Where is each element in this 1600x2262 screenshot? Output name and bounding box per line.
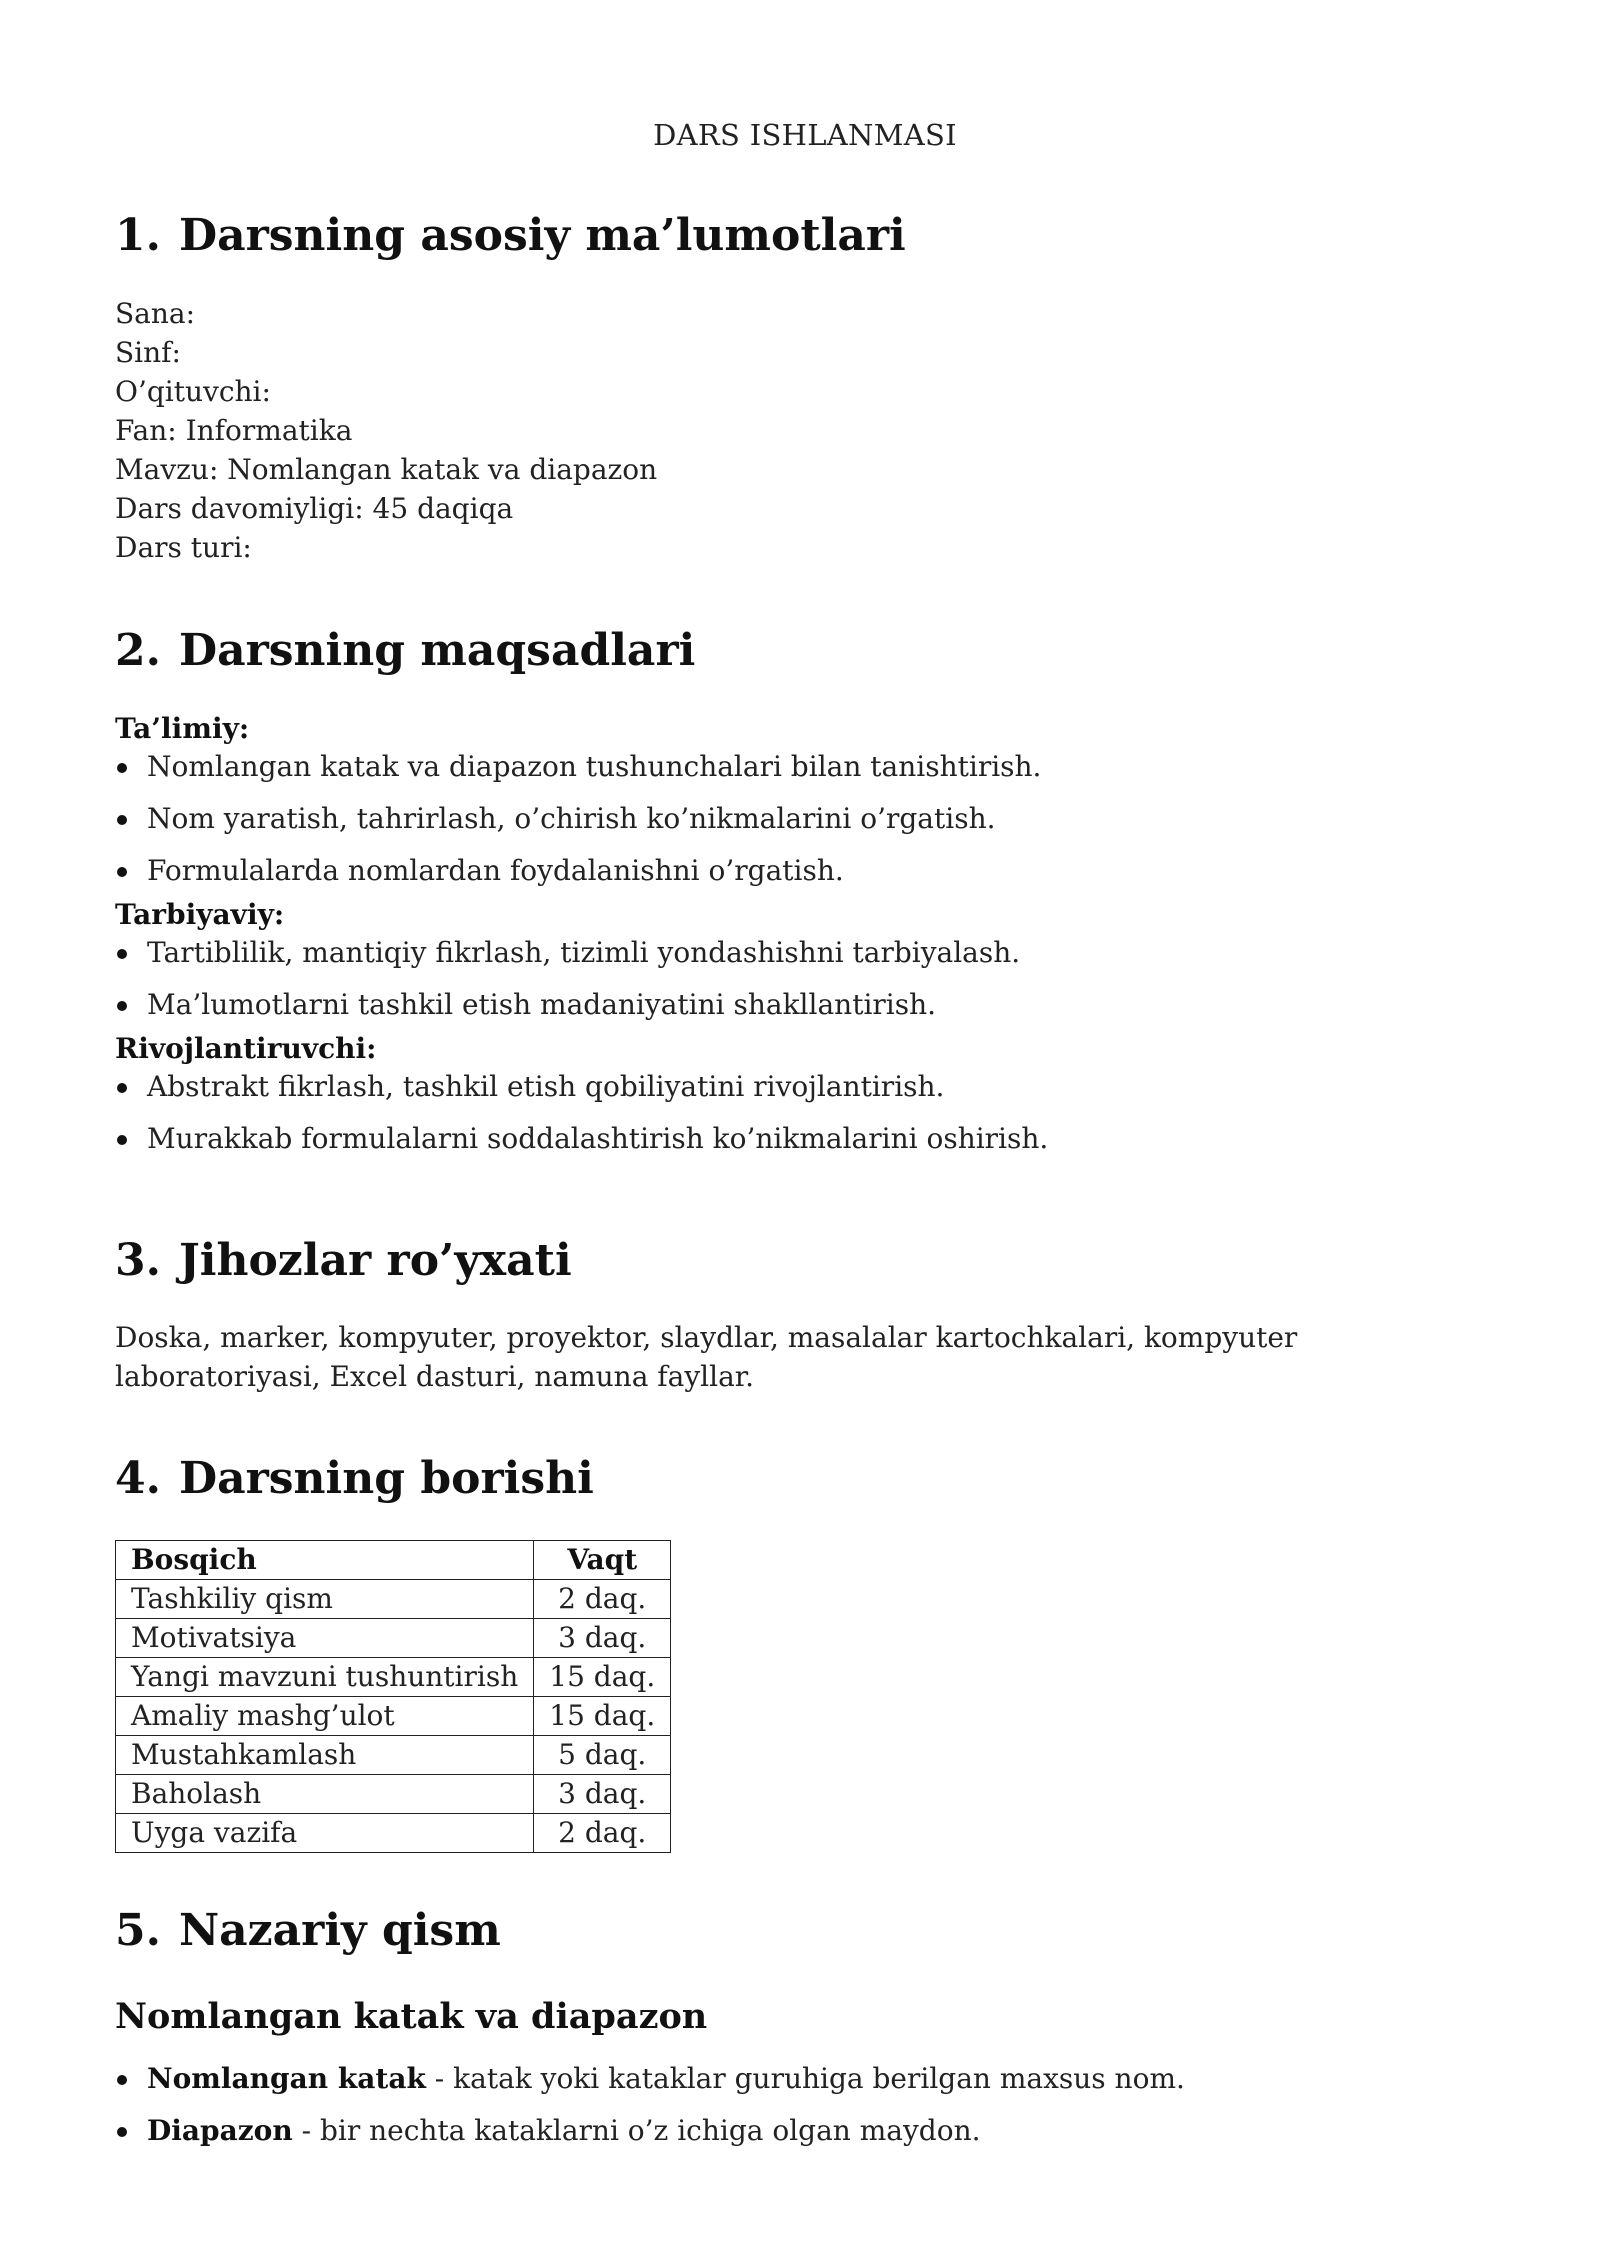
section-heading-4 bbox=[115, 1453, 594, 1504]
theory-list-wrap bbox=[115, 2060, 1185, 2156]
section-title: Darsning maqsadlari bbox=[178, 625, 696, 676]
bullet-icon bbox=[117, 2127, 127, 2137]
table-row bbox=[116, 1580, 671, 1619]
list-item-text: Murakkab formulalarni soddalashtirish ko’nikmalarini oshirish. bbox=[147, 1122, 1049, 1155]
lesson-steps-table bbox=[115, 1540, 671, 1853]
list-item bbox=[115, 934, 1495, 972]
bullet-icon bbox=[117, 1135, 127, 1145]
section-number: 1. bbox=[115, 210, 161, 261]
term: Nomlangan katak bbox=[147, 2062, 426, 2095]
list-item-text: Nomlangan katak va diapazon tushunchalari bilan tanishtirish. bbox=[147, 750, 1042, 783]
section-number: 3. bbox=[115, 1235, 161, 1286]
section-title: Jihozlar ro’yxati bbox=[178, 1235, 572, 1286]
info-lesson-type: Dars turi: bbox=[115, 531, 252, 564]
goal-list-developmental bbox=[115, 1068, 1495, 1158]
list-item bbox=[115, 2060, 1185, 2098]
info-class: Sinf: bbox=[115, 336, 181, 369]
list-item bbox=[115, 1068, 1495, 1106]
section-number: 4. bbox=[115, 1453, 161, 1504]
goal-heading-developmental: Rivojlantiruvchi: bbox=[115, 1032, 377, 1065]
lesson-goals bbox=[115, 710, 1495, 1164]
bullet-icon bbox=[117, 949, 127, 959]
goal-list-educational bbox=[115, 748, 1495, 890]
list-item-text: Nom yaratish, tahrirlash, o’chirish ko’nikmalarini o’rgatish. bbox=[147, 802, 996, 835]
list-item bbox=[115, 1120, 1495, 1158]
definition: - bir nechta kataklarni o’z ichiga olgan maydon. bbox=[292, 2114, 981, 2147]
table-cell: 2 daq. bbox=[534, 1814, 671, 1853]
table-cell: 15 daq. bbox=[534, 1658, 671, 1697]
list-item-text: Formulalarda nomlardan foydalanishni o’rgatish. bbox=[147, 854, 844, 887]
bullet-icon bbox=[117, 1083, 127, 1093]
table-header-row bbox=[116, 1541, 671, 1580]
info-subject: Fan: Informatika bbox=[115, 414, 353, 447]
document-title: DARS ISHLANMASI bbox=[653, 118, 957, 152]
list-item bbox=[115, 748, 1495, 786]
list-item-text: Ma’lumotlarni tashkil etish madaniyatini shakllantirish. bbox=[147, 988, 937, 1021]
table-cell: Yangi mavzuni tushuntirish bbox=[116, 1658, 534, 1697]
table-row bbox=[116, 1697, 671, 1736]
table-row bbox=[116, 1814, 671, 1853]
table-cell: 2 daq. bbox=[534, 1580, 671, 1619]
definition: - katak yoki kataklar guruhiga berilgan maxsus nom. bbox=[425, 2062, 1185, 2095]
bullet-icon bbox=[117, 2075, 127, 2085]
goal-heading-upbringing: Tarbiyaviy: bbox=[115, 898, 285, 931]
section-number: 5. bbox=[115, 1905, 161, 1956]
theory-subtitle: Nomlangan katak va diapazon bbox=[115, 1996, 708, 2037]
table-cell: Baholash bbox=[116, 1775, 534, 1814]
table-cell: 3 daq. bbox=[534, 1619, 671, 1658]
table-cell: Motivatsiya bbox=[116, 1619, 534, 1658]
bullet-icon bbox=[117, 763, 127, 773]
goal-list-upbringing bbox=[115, 934, 1495, 1024]
equipment-text: Doska, marker, kompyuter, proyektor, slaydlar, masalalar kartochkalari, kompyuter laboratoriyasi, Excel dasturi, namuna fayllar. bbox=[115, 1321, 1298, 1393]
list-item-text: Tartiblilik, mantiqiy fikrlash, tizimli yondashishni tarbiyalash. bbox=[147, 936, 1021, 969]
list-item-text: Abstrakt fikrlash, tashkil etish qobiliyatini rivojlantirish. bbox=[147, 1070, 945, 1103]
table-cell: 5 daq. bbox=[534, 1736, 671, 1775]
column-header-time: Vaqt bbox=[534, 1541, 671, 1580]
info-date: Sana: bbox=[115, 297, 196, 330]
list-item bbox=[115, 2112, 1185, 2150]
list-item bbox=[115, 800, 1495, 838]
list-item bbox=[115, 852, 1495, 890]
section-number: 2. bbox=[115, 625, 161, 676]
table-row bbox=[116, 1736, 671, 1775]
table-cell: 3 daq. bbox=[534, 1775, 671, 1814]
table-cell: Mustahkamlash bbox=[116, 1736, 534, 1775]
term: Diapazon bbox=[147, 2114, 293, 2147]
section-title: Darsning asosiy ma’lumotlari bbox=[178, 210, 906, 261]
info-topic: Mavzu: Nomlangan katak va diapazon bbox=[115, 453, 658, 486]
bullet-icon bbox=[117, 867, 127, 877]
info-duration: Dars davomiyligi: 45 daqiqa bbox=[115, 492, 514, 525]
table-cell: Uyga vazifa bbox=[116, 1814, 534, 1853]
section-heading-2 bbox=[115, 625, 695, 676]
section-heading-5 bbox=[115, 1905, 501, 1956]
list-item bbox=[115, 986, 1495, 1024]
section-heading-3 bbox=[115, 1235, 572, 1286]
table-cell: 15 daq. bbox=[534, 1697, 671, 1736]
table-cell: Tashkiliy qism bbox=[116, 1580, 534, 1619]
bullet-icon bbox=[117, 1001, 127, 1011]
section-heading-1 bbox=[115, 210, 906, 261]
lesson-info bbox=[115, 294, 657, 567]
theory-list bbox=[115, 2060, 1185, 2150]
goal-heading-educational: Ta’limiy: bbox=[115, 712, 250, 745]
bullet-icon bbox=[117, 815, 127, 825]
table-row bbox=[116, 1619, 671, 1658]
column-header-stage: Bosqich bbox=[116, 1541, 534, 1580]
info-teacher: O’qituvchi: bbox=[115, 375, 271, 408]
table-row bbox=[116, 1658, 671, 1697]
section-title: Nazariy qism bbox=[178, 1905, 501, 1956]
table-row bbox=[116, 1775, 671, 1814]
table-cell: Amaliy mashg’ulot bbox=[116, 1697, 534, 1736]
section-title: Darsning borishi bbox=[178, 1453, 594, 1504]
